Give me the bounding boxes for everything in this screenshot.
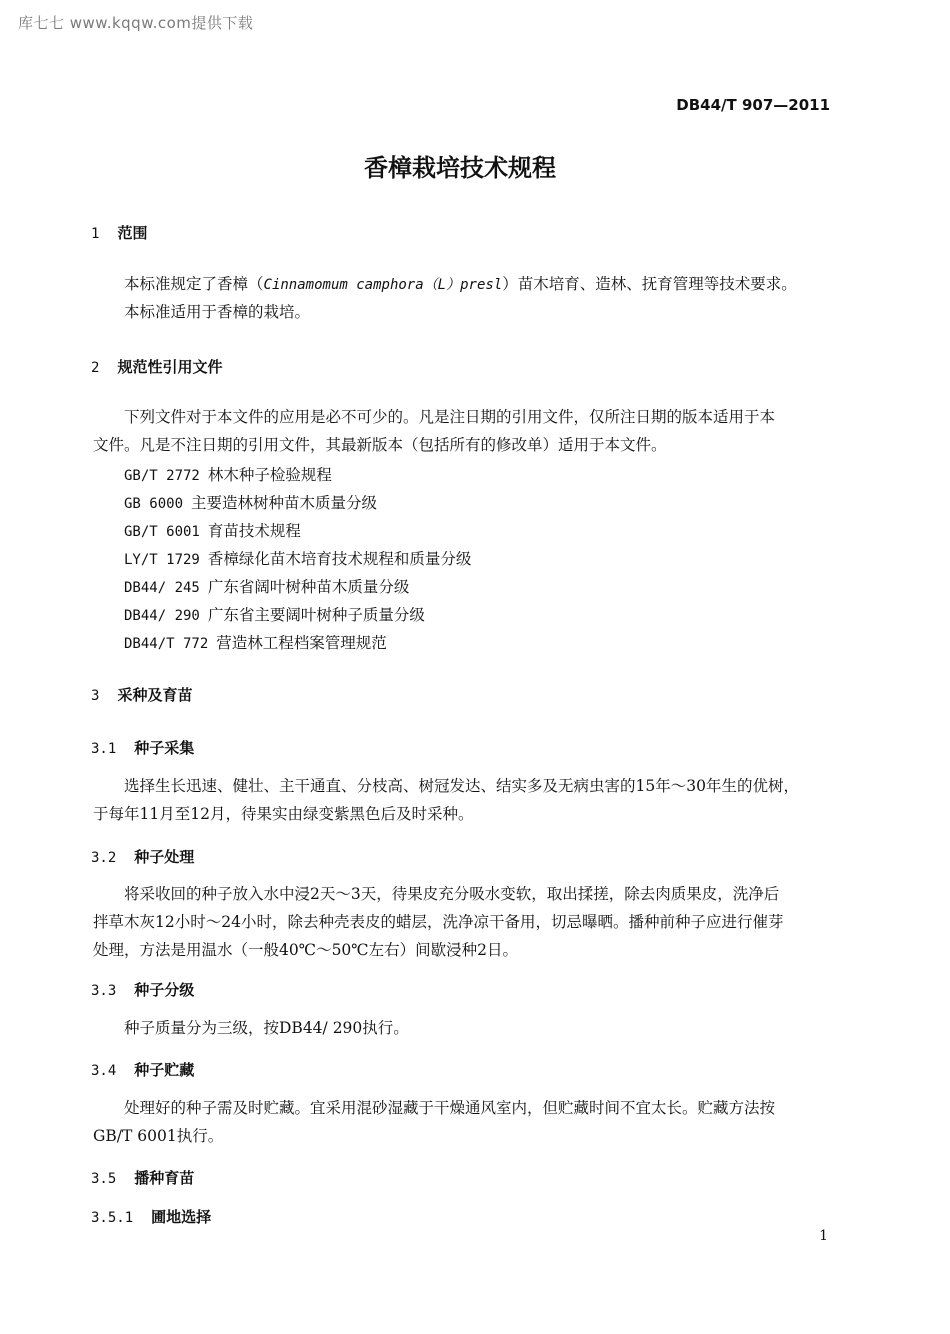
reference-code: DB44/ 290 bbox=[124, 608, 200, 624]
reference-code: DB44/ 245 bbox=[124, 580, 200, 596]
reference-title: 广东省主要阔叶树种子质量分级 bbox=[207, 606, 425, 624]
subsection-3-3-heading bbox=[91, 979, 194, 1000]
subsection-3-5-1-heading bbox=[91, 1206, 211, 1227]
latin-name: Cinnamomum camphora（L）presl bbox=[263, 277, 503, 293]
section-2-heading bbox=[91, 356, 222, 377]
reference-title: 主要造林树种苗木质量分级 bbox=[191, 494, 378, 512]
reference-code: DB44/T 772 bbox=[124, 636, 209, 652]
paragraph-line: 下列文件对于本文件的应用是必不可少的。凡是注日期的引用文件，仅所注日期的版本适用于本 bbox=[124, 408, 776, 426]
paragraph-line: 处理好的种子需及时贮藏。宜采用混砂湿藏于干燥通风室内，但贮藏时间不宜太长。贮藏方法按 bbox=[124, 1099, 776, 1117]
section-title: 种子分级 bbox=[134, 981, 195, 999]
reference-code: GB/T 6001 bbox=[124, 524, 200, 540]
document-title: 香樟栽培技术规程 bbox=[364, 154, 556, 182]
paragraph-line: 处理，方法是用温水（一般40℃～50℃左右）间歇浸种2日。 bbox=[93, 941, 518, 959]
paragraph-line: 文件。凡是不注日期的引用文件，其最新版本（包括所有的修改单）适用于本文件。 bbox=[93, 436, 667, 454]
reference-title: 营造林工程档案管理规范 bbox=[216, 634, 387, 652]
reference-title: 香樟绿化苗木培育技术规程和质量分级 bbox=[207, 550, 472, 568]
reference-title: 广东省阔叶树种苗木质量分级 bbox=[207, 578, 410, 596]
section-title: 圃地选择 bbox=[151, 1208, 212, 1226]
reference-code: GB 6000 bbox=[124, 496, 184, 512]
reference-item bbox=[124, 519, 301, 541]
reference-item bbox=[124, 463, 332, 485]
paragraph-line: GB/T 6001执行。 bbox=[93, 1127, 224, 1145]
section-3-heading bbox=[91, 684, 192, 705]
section-number: 3 bbox=[91, 688, 100, 704]
section-title: 种子处理 bbox=[134, 848, 195, 866]
subsection-3-1-heading bbox=[91, 737, 194, 758]
section-number: 3.5.1 bbox=[91, 1210, 134, 1226]
page-number: 1 bbox=[819, 1228, 828, 1244]
section-number: 3.1 bbox=[91, 741, 117, 757]
reference-title: 林木种子检验规程 bbox=[207, 466, 332, 484]
section-1-heading bbox=[91, 222, 147, 243]
subsection-3-2-heading bbox=[91, 846, 194, 867]
reference-item bbox=[124, 575, 409, 597]
text-run: 本标准规定了香樟（ bbox=[124, 275, 264, 293]
section-number: 3.5 bbox=[91, 1171, 117, 1187]
watermark-text: 库七七 www.kqqw.com提供下载 bbox=[18, 14, 254, 32]
section-number: 1 bbox=[91, 226, 100, 242]
reference-code: LY/T 1729 bbox=[124, 552, 200, 568]
section-number: 3.4 bbox=[91, 1063, 117, 1079]
reference-item bbox=[124, 603, 425, 625]
section-title: 播种育苗 bbox=[134, 1169, 195, 1187]
paragraph-line: 于每年11月至12月，待果实由绿变紫黑色后及时采种。 bbox=[93, 805, 474, 823]
standard-code: DB44/T 907—2011 bbox=[676, 96, 830, 114]
section-title: 种子贮藏 bbox=[134, 1061, 195, 1079]
section-title: 采种及育苗 bbox=[117, 686, 193, 704]
text-run: ）苗木培育、造林、抚育管理等技术要求。 bbox=[502, 275, 797, 293]
subsection-3-5-heading bbox=[91, 1167, 194, 1188]
reference-item bbox=[124, 547, 471, 569]
reference-item bbox=[124, 491, 377, 513]
reference-title: 育苗技术规程 bbox=[207, 522, 301, 540]
section-number: 3.2 bbox=[91, 850, 117, 866]
paragraph-line: 种子质量分为三级，按DB44/ 290执行。 bbox=[124, 1019, 409, 1037]
paragraph-line: 将采收回的种子放入水中浸2天～3天，待果皮充分吸水变软，取出揉搓，除去肉质果皮，洗净后 bbox=[124, 885, 780, 903]
section-number: 2 bbox=[91, 360, 100, 376]
section-title: 规范性引用文件 bbox=[117, 358, 223, 376]
paragraph-line: 选择生长迅速、健壮、主干通直、分枝高、树冠发达、结实多及无病虫害的15年～30年生的优树， bbox=[124, 777, 799, 795]
paragraph-line: 拌草木灰12小时～24小时，除去种壳表皮的蜡层，洗净凉干备用，切忌曝晒。播种前种子应进行催芽 bbox=[93, 913, 784, 931]
subsection-3-4-heading bbox=[91, 1059, 194, 1080]
paragraph: 本标准适用于香樟的栽培。 bbox=[124, 303, 311, 321]
section-title: 范围 bbox=[117, 224, 148, 242]
reference-code: GB/T 2772 bbox=[124, 468, 200, 484]
reference-item bbox=[124, 631, 387, 653]
section-title: 种子采集 bbox=[134, 739, 195, 757]
paragraph bbox=[124, 270, 797, 299]
section-number: 3.3 bbox=[91, 983, 117, 999]
